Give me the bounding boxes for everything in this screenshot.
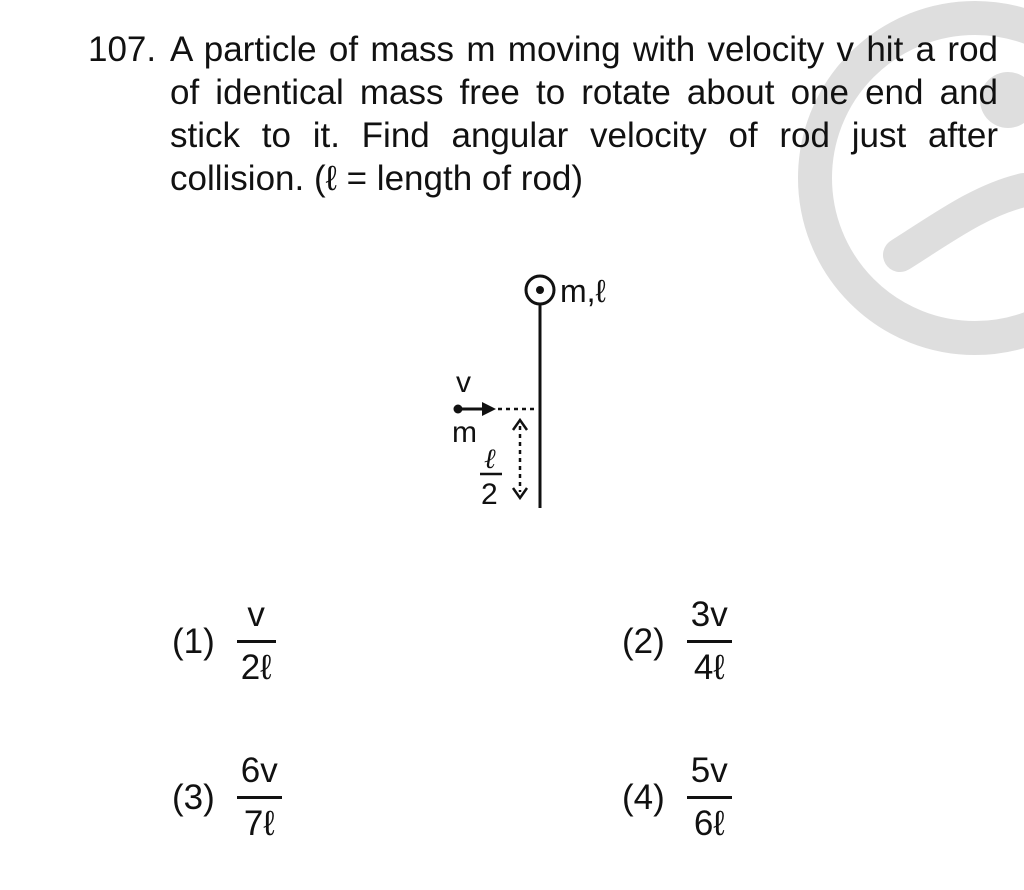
option-number: (4) bbox=[622, 777, 665, 817]
fraction-numerator: 3v bbox=[690, 595, 728, 634]
fraction-numerator: v bbox=[247, 595, 265, 634]
option-fraction bbox=[237, 596, 276, 687]
mass-label: m bbox=[452, 416, 477, 449]
option-number: (2) bbox=[622, 621, 665, 661]
velocity-arrowhead bbox=[482, 402, 496, 416]
option-4[interactable] bbox=[622, 752, 732, 843]
distance-num: ℓ bbox=[484, 444, 496, 475]
distance-den: 2 bbox=[481, 478, 498, 511]
fraction-numerator: 5v bbox=[690, 751, 728, 790]
velocity-label: v bbox=[456, 366, 471, 399]
option-3[interactable] bbox=[172, 752, 282, 843]
option-1[interactable] bbox=[172, 596, 276, 687]
distance-arrow-bottom bbox=[513, 488, 527, 498]
fraction-denominator: 2ℓ bbox=[240, 648, 272, 687]
fraction-denominator: 7ℓ bbox=[243, 804, 275, 843]
fraction-numerator: 6v bbox=[240, 751, 278, 790]
option-number: (3) bbox=[172, 777, 215, 817]
option-fraction bbox=[237, 752, 282, 843]
fraction-denominator: 6ℓ bbox=[693, 804, 725, 843]
question-text: A particle of mass m moving with velocity v hit a rod of identical mass free to rotate about one end and stick to it. Find angular velocity of rod just after collision. (ℓ = length of rod) bbox=[170, 30, 998, 198]
option-fraction bbox=[687, 752, 732, 843]
option-fraction bbox=[687, 596, 732, 687]
fraction-denominator: 4ℓ bbox=[693, 648, 725, 687]
pivot-dot bbox=[536, 286, 544, 294]
option-number: (1) bbox=[172, 621, 215, 661]
rod-label: m,ℓ bbox=[560, 273, 606, 309]
question-number: 107. bbox=[88, 30, 157, 69]
option-2[interactable] bbox=[622, 596, 732, 687]
